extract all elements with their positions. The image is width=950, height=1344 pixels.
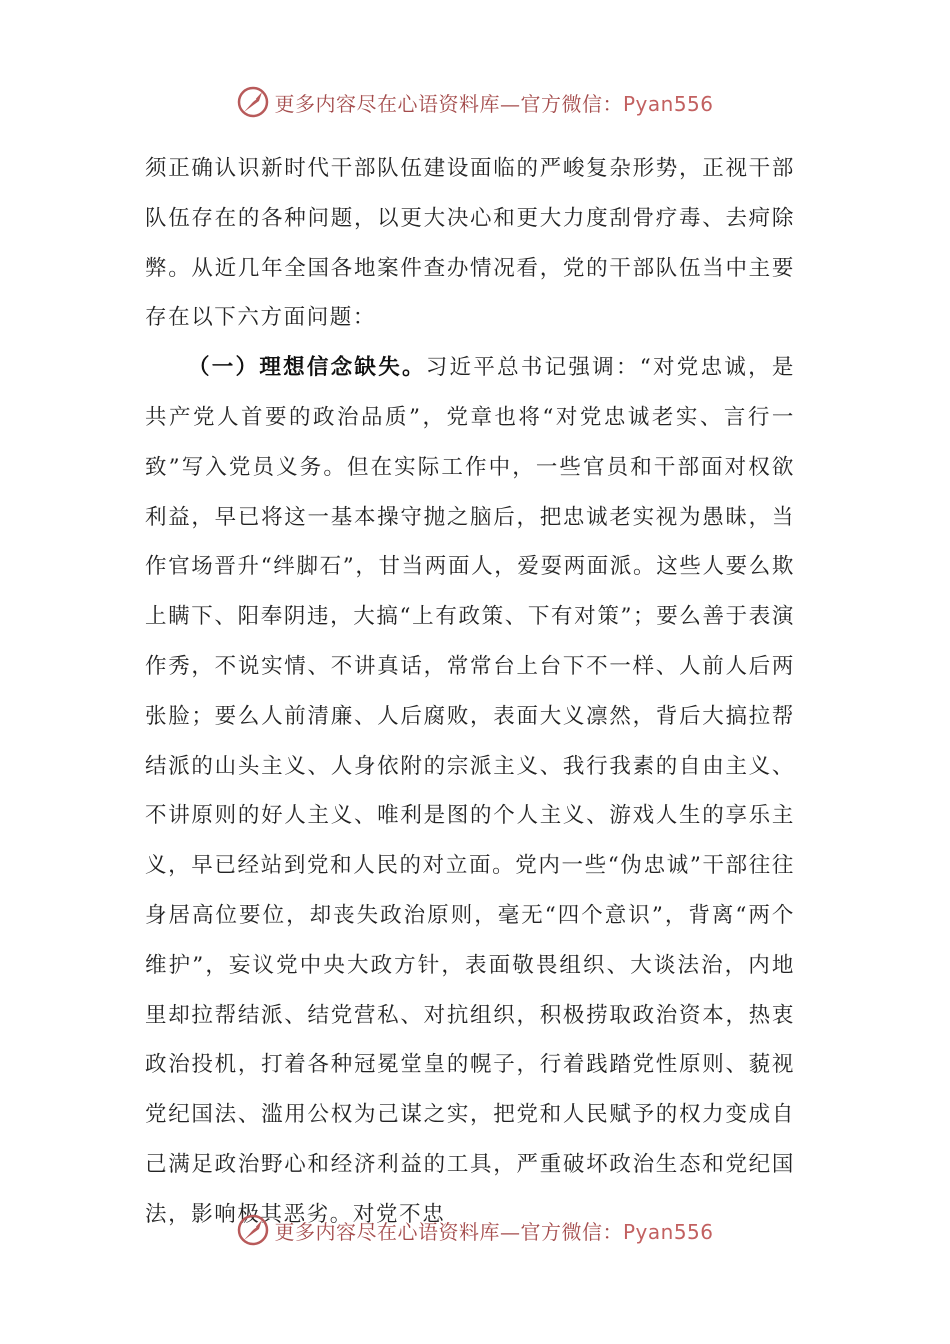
section-text: 习近平总书记强调：“对党忠诚，是共产党人首要的政治品质”，党章也将“对党忠诚老实、言行一致”写入党员义务。但在实际工作中，一些官员和干部面对权欲利益，早已将这一基本操守抛之脑后，把忠诚老实视为愚昧，当作官场晋升“绊脚石”，甘当两面人，爱耍两面派。这些人要么欺上瞒下、阳奉阴违，大搞“上有政策、下有对策”；要么善于表演作秀，不说实情、不讲真话，常常台上台下不一样、人前人后两张脸；要么人前清廉、人后腐败，表面大义凛然，背后大搞拉帮结派的山头主义、人身依附的宗派主义、我行我素的自由主义、不讲原则的好人主义、唯利是图的个人主义、游戏人生的享乐主义，早已经站到党和人民的对立面。党内一些“伪忠诚”干部往往身居高位要位，却丧失政治原则，毫无“四个意识”，背离“两个维护”，妄议党中央大政方针，表面敬畏组织、大谈法治，内地里却拉帮结派、结党营私、对抗组织，积极捞取政治资本，热衷政治投机，打着各种冠冕堂皇的幌子，行着践踏党性原则、藐视党纪国法、滥用公权为己谋之实，把党和人民赋予的权力变成自己满足政治野心和经济利益的工具，严重破坏政治生态和党纪国法，影响极其恶劣。对党不忠 [145, 355, 795, 1227]
document-body [145, 144, 795, 1240]
watermark-footer [0, 1210, 950, 1250]
paragraph-continued: 须正确认识新时代干部队伍建设面临的严峻复杂形势，正视干部队伍存在的各种问题，以更大决心和更大力度刮骨疗毒、去疴除弊。从近几年全国各地案件查办情况看，党的干部队伍当中主要存在以下六方面问题： [145, 156, 795, 331]
watermark-header [0, 82, 950, 122]
watermark-text: 更多内容尽在心语资料库—官方微信：Pyan556 [274, 91, 714, 116]
quill-pen-logo-icon [236, 1213, 270, 1247]
paragraph-ideals-faith [145, 343, 795, 1239]
wechat-id: Pyan556 [622, 91, 714, 116]
wechat-id: Pyan556 [622, 1219, 714, 1244]
section-heading: （一）理想信念缺失。 [188, 355, 426, 381]
quill-pen-logo-icon [236, 85, 270, 119]
watermark-text: 更多内容尽在心语资料库—官方微信：Pyan556 [274, 1219, 714, 1244]
